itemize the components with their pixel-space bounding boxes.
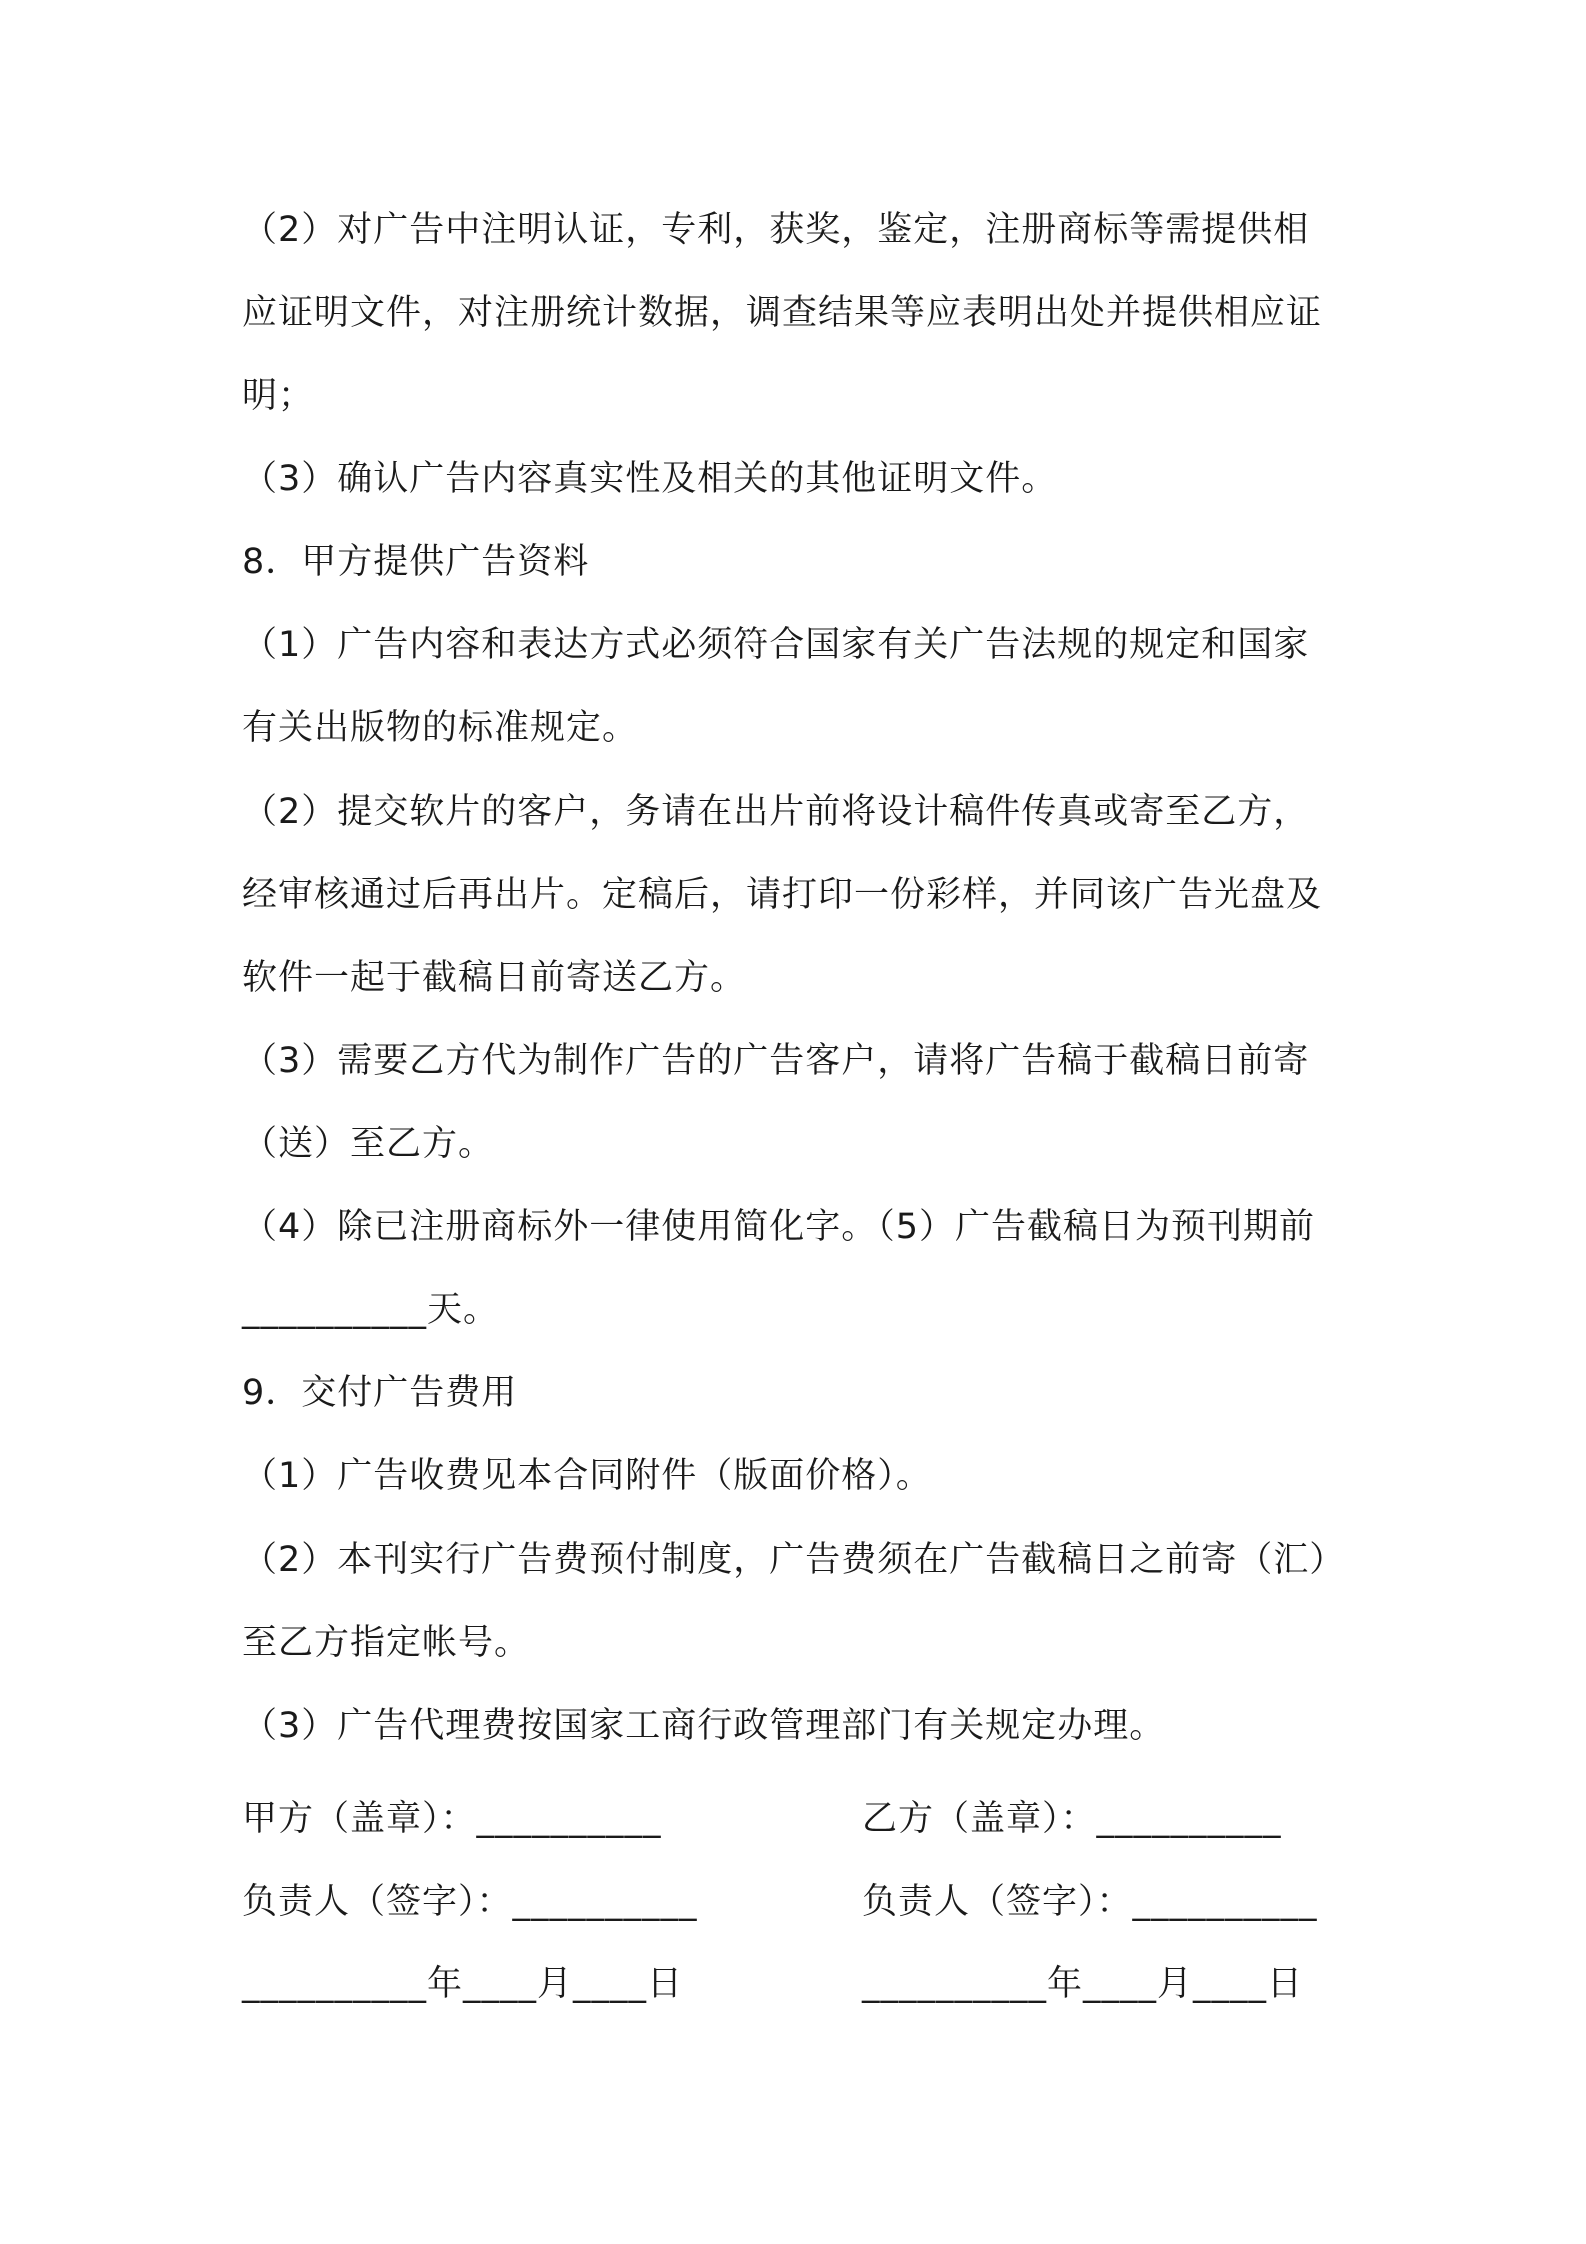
party-a-seal: 甲方（盖章）：__________ (242, 1799, 662, 1839)
section-heading: 9．交付广告费用 (242, 1373, 518, 1413)
party-b-seal: 乙方（盖章）：__________ (862, 1799, 1282, 1839)
party-b-date: __________年____月____日 (862, 1964, 1304, 2004)
section-heading: 8．甲方提供广告资料 (242, 542, 590, 582)
party-b-person: 负责人（签字）：__________ (862, 1882, 1318, 1922)
paragraph-line: （3）广告代理费按国家工商行政管理部门有关规定办理。 (242, 1706, 1166, 1746)
paragraph-line: （1）广告内容和表达方式必须符合国家有关广告法规的规定和国家 (242, 625, 1310, 665)
paragraph-line: 应证明文件，对注册统计数据，调查结果等应表明出处并提供相应证 (242, 293, 1323, 333)
paragraph-line: （3）确认广告内容真实性及相关的其他证明文件。 (242, 459, 1058, 499)
party-a-person: 负责人（签字）：__________ (242, 1882, 698, 1922)
paragraph-line: 至乙方指定帐号。 (242, 1623, 531, 1663)
paragraph-line: （2）本刊实行广告费预付制度，广告费须在广告截稿日之前寄（汇） (242, 1540, 1346, 1580)
party-a-date: __________年____月____日 (242, 1964, 684, 2004)
paragraph-line: （1）广告收费见本合同附件（版面价格）。 (242, 1456, 932, 1496)
paragraph-line: 软件一起于截稿日前寄送乙方。 (242, 958, 747, 998)
paragraph-line: （4）除已注册商标外一律使用简化字。（5）广告截稿日为预刊期前 (242, 1207, 1316, 1247)
paragraph-line: 有关出版物的标准规定。 (242, 708, 639, 748)
paragraph-line: （2）对广告中注明认证，专利，获奖，鉴定，注册商标等需提供相 (242, 210, 1310, 250)
paragraph-line: __________天。 (242, 1290, 500, 1330)
paragraph-line: 经审核通过后再出片。定稿后，请打印一份彩样，并同该广告光盘及 (242, 875, 1323, 915)
paragraph-line: 明； (242, 376, 315, 416)
paragraph-line: （送）至乙方。 (242, 1124, 495, 1164)
paragraph-line: （3）需要乙方代为制作广告的广告客户，请将广告稿于截稿日前寄 (242, 1041, 1310, 1081)
paragraph-line: （2）提交软片的客户，务请在出片前将设计稿件传真或寄至乙方， (242, 792, 1310, 832)
